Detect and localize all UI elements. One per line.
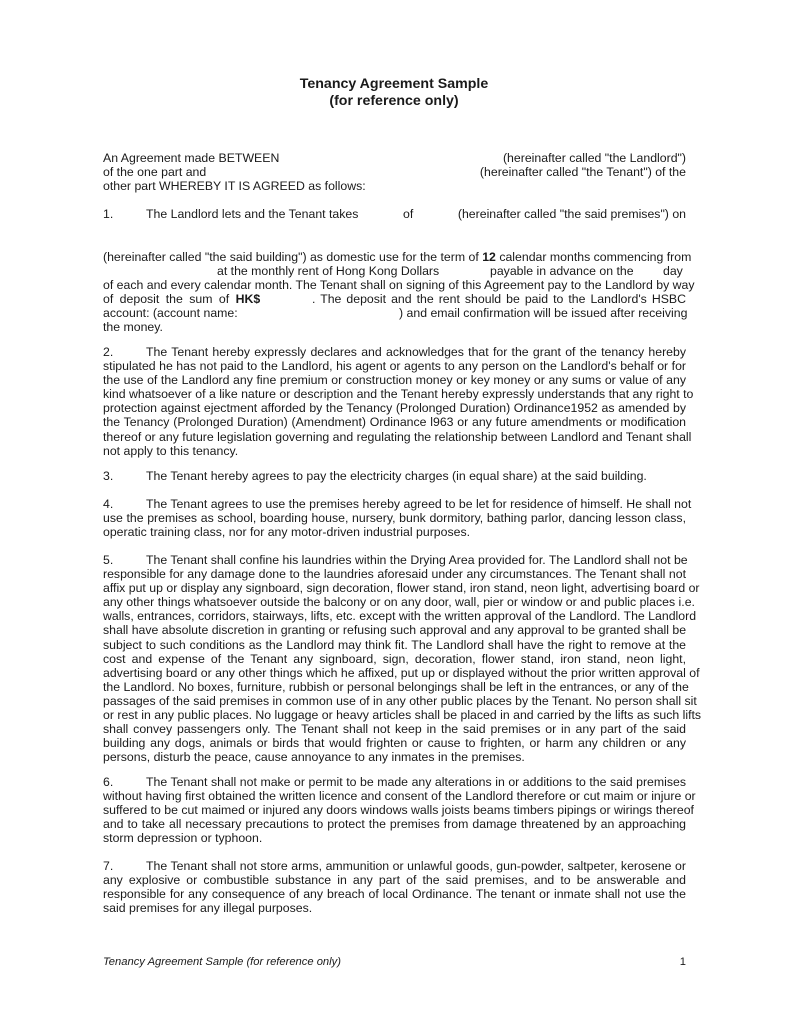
preamble: [103, 151, 686, 193]
clause-3: [103, 469, 686, 483]
clause-number: 2.: [103, 345, 114, 359]
clause-1-text-c: (hereinafter called "the said premises") on: [457, 207, 686, 221]
clause-line: [103, 803, 694, 818]
preamble-between: An Agreement made BETWEEN: [103, 151, 280, 165]
clause-text: storm depression or typhoon.: [103, 831, 263, 846]
clause-number: 4.: [103, 497, 114, 511]
payable-text: payable in advance on the: [490, 264, 634, 279]
clause-text: shall have absolute discretion in granting or refusing such approval and any approval to be granted shall be: [103, 623, 687, 638]
clause-line: [103, 789, 696, 804]
clause-line: [103, 873, 686, 887]
clause-line: [103, 887, 686, 901]
clause-number: 1.: [103, 207, 114, 221]
footer-text: Tenancy Agreement Sample (for reference only): [103, 956, 341, 968]
clause-text: passages of the said premises in common use of in any other public places by the Tenant. No person shall sit: [103, 693, 697, 708]
deposit-account-text: . The deposit and the rent should be paid to the Landlord's HSBC: [312, 292, 686, 307]
clause-line: [103, 623, 686, 637]
clause-line: [103, 679, 689, 694]
clause-line: [103, 652, 686, 666]
clause-line: [103, 345, 686, 359]
page-footer: [103, 956, 686, 968]
clause-text: the Tenancy (Prolonged Duration) (Amendment) Ordinance l963 or any future amendments or modification: [103, 415, 686, 430]
clause-line: [103, 415, 686, 429]
clause-line: [103, 708, 702, 723]
clause-line: [103, 497, 692, 511]
clause-text: and to take all necessary precautions to protect the premises from damage threatened by an approaching: [103, 817, 686, 832]
clause-text: The Tenant agrees to use the premises hereby agreed to be let for residence of himself. He shall not: [146, 497, 692, 511]
clause-1: [103, 207, 686, 221]
clause-1-line: (hereinafter called "the said building") as domestic use for the term of: [103, 250, 479, 264]
clause-line: [103, 429, 692, 444]
preamble-one-part: of the one part and: [103, 165, 207, 180]
clause-text: building any dogs, animals or birds that would frighten or cause to frighten, or harm any children or any: [103, 736, 686, 751]
clause-line: [103, 775, 686, 789]
clause-line: [103, 693, 697, 708]
clause-text: The Tenant shall not make or permit to be made any alterations in or additions to the said premises: [146, 775, 686, 789]
clause-line: [103, 595, 695, 610]
currency: HK$: [235, 292, 261, 307]
document-title: Tenancy Agreement Sample: [299, 76, 489, 92]
clause-text: subject to such conditions as the Landlord may think fit. The Landlord shall have the right to remove at the: [103, 637, 686, 652]
clause-line: [103, 609, 697, 624]
clause-text: shall convey passengers only. The Tenant shall not keep in the said premises or in any part of the said: [103, 722, 686, 737]
clause-text: walls, entrances, corridors, stairways, lifts, etc. except with the written approval of the Landlord. The Landlord: [103, 609, 697, 624]
clause-line: [103, 387, 694, 402]
clause-line: [103, 401, 686, 415]
clause-line: [103, 469, 686, 483]
document-subtitle: (for reference only): [329, 93, 459, 109]
deposit-text: of deposit the sum of HK$: [103, 292, 261, 307]
clause-number: 6.: [103, 775, 114, 789]
clause-line: [103, 831, 686, 845]
clause-1-continued: [103, 250, 695, 335]
clause-text: persons, disturb the peace, cause annoyance to any inmates in the premises.: [103, 750, 525, 765]
clause-line: [103, 444, 686, 458]
clause-text: thereof or any future legislation governing and regulating the relationship between Landlord and Tenant shall: [103, 429, 692, 444]
clause-text: responsible for any damage done to the laundries aforesaid under any circumstances. The Tenant shall not: [103, 567, 686, 582]
clause-text: the Landlord. No boxes, furniture, rubbish or personal belongings shall be left in the entrances, or any of the: [103, 679, 689, 694]
clause-7: [103, 859, 686, 915]
clause-line: [103, 553, 686, 567]
clause-text: use the premises as school, boarding house, nursery, bunk dormitory, bathing parlor, dancing lesson class,: [103, 511, 686, 526]
clause-text: said premises for any illegal purposes.: [103, 901, 313, 916]
clause-line: [103, 859, 686, 873]
clause-4: [103, 497, 692, 540]
clause-line: [103, 359, 686, 373]
clause-line: [103, 638, 686, 652]
clause-text: without having first obtained the written licence and consent of the Landlord therefore or cut maim or injure or: [103, 789, 696, 804]
clause-line: [103, 722, 686, 736]
clause-line: [103, 736, 686, 750]
clause-line: [103, 373, 686, 387]
clause-line: [103, 567, 686, 581]
clause-line: [103, 525, 686, 539]
clause-1-text-b: of: [403, 207, 414, 221]
clause-text: any other things whatsoever outside the balcony or on any door, wall, pier or window or and public places i.e.: [103, 595, 695, 610]
preamble-landlord: (hereinafter called "the Landlord"): [502, 151, 686, 165]
term-months: 12: [482, 250, 496, 264]
clause-5: [103, 553, 702, 765]
clause-text: cost and expense of the Tenant any signboard, sign, decoration, flower stand, iron stand, neon light,: [103, 651, 686, 666]
clause-6: [103, 775, 696, 846]
clause-1-line: of each and every calendar month. The Tenant shall on signing of this Agreement pay to the Landlord by way: [103, 278, 695, 293]
clause-1-line: calendar months commencing from: [499, 250, 692, 264]
clause-text: The Tenant shall confine his laundries within the Drying Area provided for. The Landlord shall not be: [146, 553, 688, 567]
clause-number: 5.: [103, 553, 114, 567]
clause-line: [103, 665, 700, 680]
clause-text: affix put up or display any signboard, sign decoration, flower stand, iron stand, neon light, advertising board or: [103, 581, 700, 596]
email-confirmation-text: ) and email confirmation will be issued after receiving: [399, 306, 688, 321]
clause-text: responsible for any consequence of any breach of local Ordinance. The tenant or inmate shall not use the: [103, 887, 686, 902]
clause-line: [103, 817, 686, 831]
clause-number: 7.: [103, 859, 114, 873]
day-text: day: [663, 264, 683, 279]
clause-line: [103, 750, 686, 764]
clause-text: The Tenant shall not store arms, ammunition or unlawful goods, gun-powder, saltpeter, kerosene or: [146, 859, 686, 873]
clause-line: [103, 901, 686, 915]
monthly-rent-text: at the monthly rent of Hong Kong Dollars: [217, 264, 440, 279]
clause-text: the use of the Landlord any fine premium or construction money or key money or any sums or value of any: [103, 373, 686, 388]
clause-text: The Tenant hereby agrees to pay the electricity charges (in equal share) at the said building.: [146, 469, 647, 483]
clause-text: stipulated he has not paid to the Landlord, his agent or agents to any person on the Landlord's behalf or for: [103, 359, 686, 374]
clause-text: protection against ejectment afforded by the Tenancy (Prolonged Duration) Ordinance1952 as amended by: [103, 401, 686, 416]
preamble-agreed: other part WHEREBY IT IS AGREED as follows:: [103, 179, 366, 194]
clause-text: or rest in any public places. No luggage or heavy articles shall be placed in and carried by the lifts as such lifts: [103, 708, 702, 723]
clause-text: not apply to this tenancy.: [103, 443, 239, 458]
clause-text: operatic training class, nor for any motor-driven industrial purposes.: [103, 525, 471, 540]
clause-text: kind whatsoever of a like nature or description and the Tenant hereby expressly understands that any right to: [103, 387, 694, 402]
account-name-label: account: (account name:: [103, 306, 238, 321]
preamble-tenant: (hereinafter called "the Tenant") of the: [479, 165, 686, 180]
clause-text: suffered to be cut maimed or injured any doors windows walls joists beams timbers pipings or wirings thereof: [103, 803, 694, 818]
clause-text: The Tenant hereby expressly declares and acknowledges that for the grant of the tenancy hereby: [146, 345, 686, 359]
clause-text: any explosive or combustible substance in any part of the said premises, and to be answerable and: [103, 873, 686, 888]
clause-line: [103, 581, 700, 596]
clause-text: advertising board or any other things which he affixed, put up or displayed without the prior written approval of: [103, 665, 700, 680]
clause-1-text-a: The Landlord lets and the Tenant takes: [146, 207, 359, 221]
clause-1-line: the money.: [103, 320, 163, 335]
clause-line: [103, 511, 686, 525]
page-number: 1: [679, 956, 686, 968]
clause-2: [103, 345, 694, 458]
clause-number: 3.: [103, 469, 114, 483]
